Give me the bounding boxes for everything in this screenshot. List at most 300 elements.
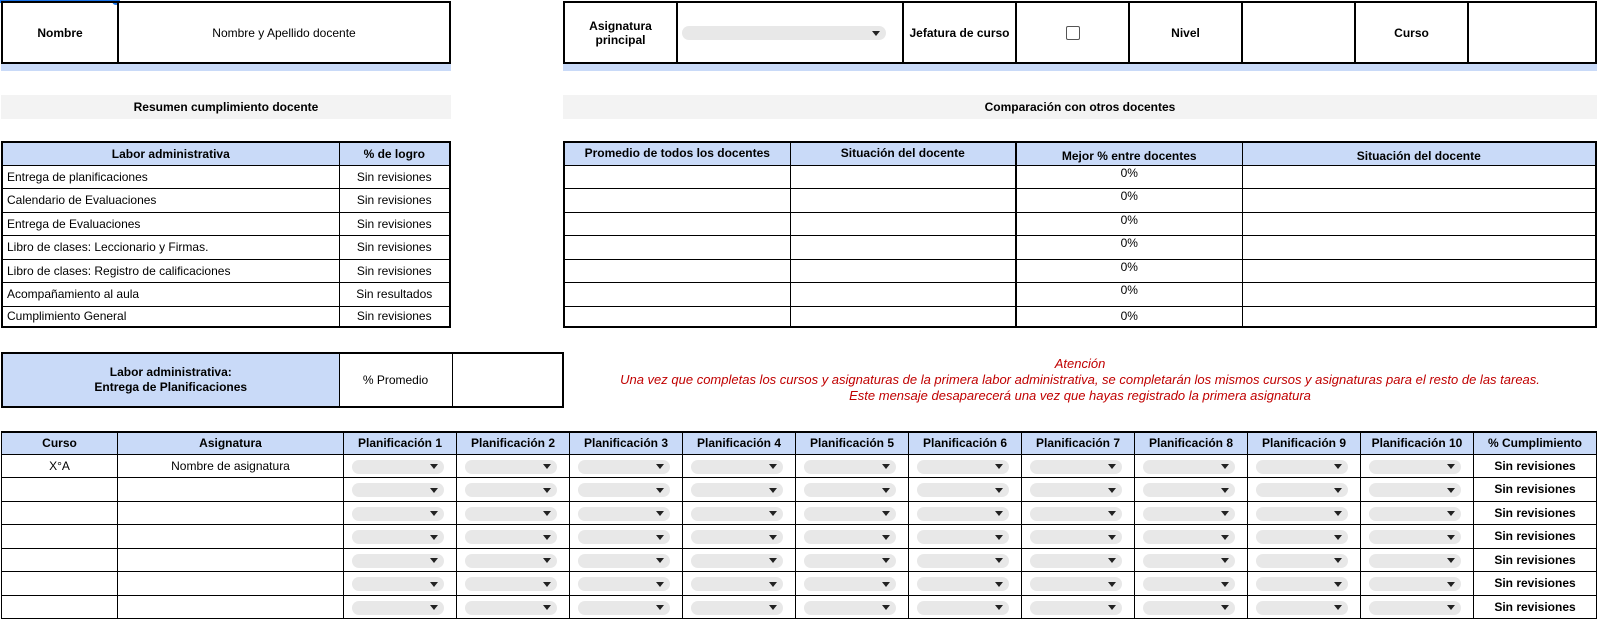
table-row (2, 259, 450, 283)
planificacion-dropdown[interactable] (352, 507, 444, 521)
resumen-col-labor: Labor administrativa (2, 142, 339, 165)
planificacion-dropdown[interactable] (465, 460, 557, 474)
resumen-title: Resumen cumplimiento docente (1, 95, 451, 119)
planificacion-dropdown[interactable] (691, 507, 783, 521)
table-row (564, 212, 1596, 236)
chevron-down-icon (995, 511, 1003, 516)
col-planificacion-2: Planificación 2 (457, 432, 570, 454)
chevron-down-icon (1221, 464, 1229, 469)
planificacion-cell[interactable] (683, 525, 796, 549)
table-row (2, 572, 1597, 596)
planificacion-dropdown[interactable] (1256, 460, 1348, 474)
chevron-down-icon (1108, 535, 1116, 540)
planificacion-cell[interactable] (1022, 525, 1135, 549)
planificacion-cell[interactable] (570, 572, 683, 596)
col-planificacion-8: Planificación 8 (1135, 432, 1248, 454)
chevron-down-icon (1221, 535, 1229, 540)
planificacion-cell[interactable] (683, 572, 796, 596)
chevron-down-icon (1221, 582, 1229, 587)
chevron-down-icon (430, 535, 438, 540)
asignatura-band (563, 64, 1597, 71)
table-row (2, 478, 1597, 502)
planificacion-dropdown[interactable] (691, 483, 783, 497)
mejor-percent: 0% (1016, 259, 1242, 283)
planificacion-dropdown[interactable] (691, 460, 783, 474)
comparacion-table (563, 141, 1597, 328)
curso-cell[interactable] (2, 501, 118, 525)
chevron-down-icon (1334, 464, 1342, 469)
asignatura-cell[interactable] (118, 595, 344, 619)
warning-title: Atención (1054, 356, 1106, 371)
asignatura-cell[interactable] (118, 572, 344, 596)
mejor-percent: 0% (1016, 236, 1242, 260)
planificacion-cell[interactable] (344, 548, 457, 572)
planificacion-dropdown[interactable] (1256, 577, 1348, 591)
planificacion-cell[interactable] (683, 595, 796, 619)
nombre-table (1, 1, 451, 64)
chevron-down-icon (882, 511, 890, 516)
col-planificacion-1: Planificación 1 (344, 432, 457, 454)
curso-label: Curso (1355, 2, 1468, 63)
planificacion-cell[interactable] (1022, 501, 1135, 525)
planificacion-dropdown[interactable] (1256, 530, 1348, 544)
chevron-down-icon (543, 464, 551, 469)
chevron-down-icon (543, 488, 551, 493)
planificacion-cell[interactable] (1135, 478, 1248, 502)
comparacion-col-mejor: Mejor % entre docentes (1016, 142, 1242, 165)
table-row (2, 189, 450, 213)
planificacion-dropdown[interactable] (1256, 554, 1348, 568)
jefatura-checkbox[interactable] (1066, 26, 1080, 40)
planificacion-dropdown[interactable] (352, 577, 444, 591)
planificacion-dropdown[interactable] (352, 460, 444, 474)
planificacion-cell[interactable] (1135, 595, 1248, 619)
chevron-down-icon (1108, 582, 1116, 587)
labor-planificaciones-table (1, 352, 564, 408)
chevron-down-icon (430, 558, 438, 563)
table-row (2, 165, 450, 189)
resumen-row-label: Acompañamiento al aula (2, 283, 339, 307)
planificacion-cell[interactable] (1361, 548, 1474, 572)
planificacion-dropdown[interactable] (691, 577, 783, 591)
curso-cell[interactable]: X°A (2, 454, 118, 478)
planificacion-cell[interactable] (683, 548, 796, 572)
planificacion-cell[interactable] (909, 572, 1022, 596)
planificacion-cell[interactable] (570, 525, 683, 549)
planificacion-cell[interactable] (909, 501, 1022, 525)
col-planificacion-3: Planificación 3 (570, 432, 683, 454)
labor-title-line2: Entrega de Planificaciones (94, 380, 248, 394)
planificacion-cell[interactable] (344, 595, 457, 619)
planificacion-cell[interactable] (683, 501, 796, 525)
table-row (2, 236, 450, 260)
cumplimiento-status: Sin revisiones (1474, 501, 1597, 525)
planificacion-cell[interactable] (1248, 478, 1361, 502)
planificacion-cell[interactable] (1361, 572, 1474, 596)
chevron-down-icon (882, 558, 890, 563)
table-row (2, 548, 1597, 572)
chevron-down-icon (656, 464, 664, 469)
chevron-down-icon (656, 511, 664, 516)
planificacion-dropdown[interactable] (804, 507, 896, 521)
planificacion-dropdown[interactable] (1369, 483, 1461, 497)
mejor-percent: 0% (1016, 165, 1242, 189)
table-row (564, 189, 1596, 213)
col-cumplimiento: % Cumplimiento (1474, 432, 1597, 454)
labor-title-line1: Labor administrativa: (109, 365, 232, 379)
asignatura-cell[interactable] (118, 478, 344, 502)
planificacion-dropdown[interactable] (804, 577, 896, 591)
chevron-down-icon (1108, 488, 1116, 493)
comparacion-title: Comparación con otros docentes (563, 95, 1597, 119)
planificacion-dropdown[interactable] (1256, 483, 1348, 497)
comparacion-col-promedio: Promedio de todos los docentes (564, 142, 790, 165)
chevron-down-icon (769, 582, 777, 587)
chevron-down-icon (1447, 582, 1455, 587)
chevron-down-icon (1221, 488, 1229, 493)
curso-cell[interactable] (2, 478, 118, 502)
planificacion-dropdown[interactable] (917, 554, 1009, 568)
comparacion-col-situacion-1: Situación del docente (790, 142, 1016, 165)
asignatura-table (563, 1, 1597, 64)
planificacion-cell[interactable] (683, 454, 796, 478)
chevron-down-icon (1447, 511, 1455, 516)
planificacion-cell[interactable] (457, 548, 570, 572)
planificacion-dropdown[interactable] (465, 577, 557, 591)
planificacion-dropdown[interactable] (578, 530, 670, 544)
chevron-down-icon (430, 582, 438, 587)
chevron-down-icon (430, 511, 438, 516)
planificacion-dropdown[interactable] (917, 483, 1009, 497)
chevron-down-icon (656, 535, 664, 540)
chevron-down-icon (430, 488, 438, 493)
planificacion-cell[interactable] (1135, 454, 1248, 478)
planificacion-dropdown[interactable] (691, 554, 783, 568)
cumplimiento-status: Sin revisiones (1474, 525, 1597, 549)
jefatura-checkbox-cell[interactable] (1016, 2, 1129, 63)
planificacion-cell[interactable] (344, 525, 457, 549)
resumen-row-label: Entrega de planificaciones (2, 165, 339, 189)
comparacion-col-situacion-2: Situación del docente (1242, 142, 1596, 165)
planificacion-dropdown[interactable] (1143, 483, 1235, 497)
resumen-row-label: Libro de clases: Registro de calificaciones (2, 259, 339, 283)
planificacion-dropdown[interactable] (352, 483, 444, 497)
planificacion-cell[interactable] (1248, 454, 1361, 478)
nombre-label: Nombre (2, 2, 118, 63)
resumen-row-value: Sin revisiones (339, 236, 450, 260)
chevron-down-icon (769, 464, 777, 469)
resumen-row-value: Sin revisiones (339, 165, 450, 189)
planificacion-dropdown[interactable] (1256, 507, 1348, 521)
table-row (564, 283, 1596, 307)
planificacion-cell[interactable] (457, 501, 570, 525)
resumen-row-value: Sin revisiones (339, 259, 450, 283)
planificacion-cell[interactable] (796, 454, 909, 478)
planificacion-cell[interactable] (1135, 548, 1248, 572)
planificacion-cell[interactable] (1361, 595, 1474, 619)
chevron-down-icon (1447, 558, 1455, 563)
resumen-row-label: Entrega de Evaluaciones (2, 212, 339, 236)
chevron-down-icon (1447, 488, 1455, 493)
planificacion-dropdown[interactable] (1143, 460, 1235, 474)
planificacion-cell[interactable] (344, 572, 457, 596)
resumen-row-label: Libro de clases: Leccionario y Firmas. (2, 236, 339, 260)
planificacion-cell[interactable] (1022, 548, 1135, 572)
col-planificacion-7: Planificación 7 (1022, 432, 1135, 454)
chevron-down-icon (656, 582, 664, 587)
planificacion-cell[interactable] (796, 595, 909, 619)
chevron-down-icon (1108, 511, 1116, 516)
planificacion-cell[interactable] (909, 595, 1022, 619)
planificacion-cell[interactable] (1361, 454, 1474, 478)
warning-line-2: Este mensaje desaparecerá una vez que hayas registrado la primera asignatura (849, 388, 1311, 403)
planificacion-dropdown[interactable] (1369, 460, 1461, 474)
cumplimiento-status: Sin revisiones (1474, 548, 1597, 572)
planificacion-dropdown[interactable] (1143, 577, 1235, 591)
chevron-down-icon (1334, 488, 1342, 493)
planificacion-cell[interactable] (1135, 572, 1248, 596)
planificacion-cell[interactable] (344, 478, 457, 502)
planificacion-dropdown[interactable] (578, 577, 670, 591)
chevron-down-icon (543, 511, 551, 516)
planificacion-dropdown[interactable] (804, 530, 896, 544)
planificacion-cell[interactable] (457, 572, 570, 596)
planificacion-cell[interactable] (1022, 595, 1135, 619)
chevron-down-icon (882, 535, 890, 540)
chevron-down-icon (1221, 558, 1229, 563)
asignatura-select-cell[interactable] (677, 2, 903, 63)
resumen-row-value: Sin revisiones (339, 306, 450, 327)
planificacion-cell[interactable] (1248, 525, 1361, 549)
planificaciones-table (1, 431, 1597, 619)
planificacion-cell[interactable] (570, 478, 683, 502)
planificacion-cell[interactable] (570, 548, 683, 572)
planificacion-dropdown[interactable] (804, 554, 896, 568)
asignatura-label: Asignatura principal (564, 2, 677, 63)
planificacion-cell[interactable] (1248, 595, 1361, 619)
planificacion-cell[interactable] (1248, 501, 1361, 525)
planificacion-dropdown[interactable] (465, 507, 557, 521)
planificacion-cell[interactable] (570, 595, 683, 619)
nivel-value[interactable] (1242, 2, 1355, 63)
nivel-label: Nivel (1129, 2, 1242, 63)
planificacion-cell[interactable] (1135, 525, 1248, 549)
chevron-down-icon (995, 535, 1003, 540)
planificacion-cell[interactable] (1361, 478, 1474, 502)
planificacion-dropdown[interactable] (1369, 530, 1461, 544)
chevron-down-icon (543, 582, 551, 587)
planificacion-cell[interactable] (344, 454, 457, 478)
col-planificacion-5: Planificación 5 (796, 432, 909, 454)
cumplimiento-status: Sin revisiones (1474, 454, 1597, 478)
chevron-down-icon (1334, 511, 1342, 516)
chevron-down-icon (1334, 558, 1342, 563)
mejor-percent: 0% (1016, 283, 1242, 307)
planificacion-cell[interactable] (909, 548, 1022, 572)
table-row (564, 236, 1596, 260)
table-row (564, 306, 1596, 327)
chevron-down-icon (1108, 464, 1116, 469)
planificacion-cell[interactable] (1361, 525, 1474, 549)
resumen-table (1, 141, 451, 328)
chevron-down-icon (1447, 535, 1455, 540)
planificacion-dropdown[interactable] (804, 483, 896, 497)
nombre-band (1, 64, 451, 71)
warning-message (570, 356, 1590, 406)
mejor-percent: 0% (1016, 212, 1242, 236)
resumen-row-value: Sin resultados (339, 283, 450, 307)
chevron-down-icon (882, 488, 890, 493)
curso-cell[interactable] (2, 548, 118, 572)
table-row (2, 283, 450, 307)
planificacion-dropdown[interactable] (1030, 483, 1122, 497)
planificacion-dropdown[interactable] (1030, 577, 1122, 591)
resumen-col-logro: % de logro (339, 142, 450, 165)
asignatura-cell[interactable] (118, 525, 344, 549)
chevron-down-icon (656, 488, 664, 493)
col-planificacion-6: Planificación 6 (909, 432, 1022, 454)
chevron-down-icon (543, 558, 551, 563)
planificacion-cell[interactable] (1135, 501, 1248, 525)
planificacion-dropdown[interactable] (1030, 507, 1122, 521)
table-row (2, 501, 1597, 525)
planificacion-cell[interactable] (796, 525, 909, 549)
planificacion-dropdown[interactable] (1143, 507, 1235, 521)
planificacion-cell[interactable] (1022, 572, 1135, 596)
planificacion-dropdown[interactable] (1143, 530, 1235, 544)
col-planificacion-9: Planificación 9 (1248, 432, 1361, 454)
chevron-down-icon (1221, 511, 1229, 516)
chevron-down-icon (995, 558, 1003, 563)
planificacion-cell[interactable] (1022, 454, 1135, 478)
planificacion-dropdown[interactable] (578, 483, 670, 497)
mejor-percent: 0% (1016, 306, 1242, 327)
planificacion-dropdown[interactable] (1030, 530, 1122, 544)
planificacion-cell[interactable] (796, 501, 909, 525)
planificacion-dropdown[interactable] (917, 530, 1009, 544)
resumen-row-value: Sin revisiones (339, 212, 450, 236)
chevron-down-icon (1447, 464, 1455, 469)
table-row (2, 525, 1597, 549)
curso-cell[interactable] (2, 595, 118, 619)
cumplimiento-status: Sin revisiones (1474, 572, 1597, 596)
chevron-down-icon (430, 464, 438, 469)
table-row (564, 259, 1596, 283)
planificacion-dropdown[interactable] (578, 507, 670, 521)
chevron-down-icon (995, 488, 1003, 493)
chevron-down-icon (882, 582, 890, 587)
planificacion-cell[interactable] (1248, 548, 1361, 572)
chevron-down-icon (769, 511, 777, 516)
chevron-down-icon (769, 558, 777, 563)
asignatura-cell[interactable] (118, 548, 344, 572)
chevron-down-icon (769, 535, 777, 540)
planificacion-dropdown[interactable] (917, 460, 1009, 474)
table-row (2, 595, 1597, 619)
table-row (2, 212, 450, 236)
planificacion-cell[interactable] (796, 548, 909, 572)
planificacion-dropdown[interactable] (352, 554, 444, 568)
planificacion-cell[interactable] (457, 595, 570, 619)
planificacion-cell[interactable] (344, 501, 457, 525)
cumplimiento-status: Sin revisiones (1474, 478, 1597, 502)
planificacion-cell[interactable] (796, 478, 909, 502)
col-asignatura: Asignatura (118, 432, 344, 454)
planificacion-dropdown[interactable] (465, 530, 557, 544)
chevron-down-icon (882, 464, 890, 469)
chevron-down-icon (656, 558, 664, 563)
planificacion-dropdown[interactable] (1369, 554, 1461, 568)
planificacion-cell[interactable] (1022, 478, 1135, 502)
planificacion-cell[interactable] (1361, 501, 1474, 525)
resumen-row-value: Sin revisiones (339, 189, 450, 213)
labor-title (2, 353, 339, 407)
planificacion-cell[interactable] (796, 572, 909, 596)
asignatura-dropdown[interactable] (682, 26, 886, 40)
resumen-row-label: Calendario de Evaluaciones (2, 189, 339, 213)
promedio-label: % Promedio (339, 353, 452, 407)
mejor-percent: 0% (1016, 189, 1242, 213)
planificacion-dropdown[interactable] (1369, 577, 1461, 591)
curso-cell[interactable] (2, 525, 118, 549)
planificacion-dropdown[interactable] (1030, 460, 1122, 474)
planificacion-dropdown[interactable] (691, 530, 783, 544)
curso-value[interactable] (1468, 2, 1596, 63)
chevron-down-icon (1334, 535, 1342, 540)
table-row (564, 165, 1596, 189)
chevron-down-icon (872, 31, 880, 36)
planificacion-dropdown[interactable] (465, 483, 557, 497)
planificacion-cell[interactable] (909, 525, 1022, 549)
planificacion-cell[interactable] (457, 454, 570, 478)
planificacion-cell[interactable] (909, 454, 1022, 478)
asignatura-cell[interactable]: Nombre de asignatura (118, 454, 344, 478)
planificacion-dropdown[interactable] (578, 460, 670, 474)
chevron-down-icon (1108, 558, 1116, 563)
planificacion-dropdown[interactable] (352, 530, 444, 544)
table-row (2, 306, 450, 327)
planificacion-dropdown[interactable] (578, 554, 670, 568)
planificacion-dropdown[interactable] (465, 554, 557, 568)
planificacion-dropdown[interactable] (917, 577, 1009, 591)
resumen-row-label: Cumplimiento General (2, 306, 339, 327)
planificacion-dropdown[interactable] (917, 507, 1009, 521)
planificacion-cell[interactable] (683, 478, 796, 502)
planificacion-dropdown[interactable] (804, 460, 896, 474)
planificacion-cell[interactable] (570, 454, 683, 478)
planificacion-dropdown[interactable] (1030, 554, 1122, 568)
planificacion-cell[interactable] (570, 501, 683, 525)
asignatura-cell[interactable] (118, 501, 344, 525)
jefatura-label: Jefatura de curso (903, 2, 1016, 63)
chevron-down-icon (995, 582, 1003, 587)
col-planificacion-10: Planificación 10 (1361, 432, 1474, 454)
planificacion-dropdown[interactable] (1143, 554, 1235, 568)
planificacion-dropdown[interactable] (1369, 507, 1461, 521)
planificacion-cell[interactable] (1248, 572, 1361, 596)
col-curso: Curso (2, 432, 118, 454)
planificacion-cell[interactable] (457, 525, 570, 549)
chevron-down-icon (769, 488, 777, 493)
chevron-down-icon (543, 535, 551, 540)
planificacion-cell[interactable] (457, 478, 570, 502)
curso-cell[interactable] (2, 572, 118, 596)
chevron-down-icon (1334, 582, 1342, 587)
warning-line-1: Una vez que completas los cursos y asignaturas de la primera labor administrativa, se completarán los mismos cursos y asignaturas para el resto de las tareas. (620, 372, 1540, 387)
planificacion-cell[interactable] (909, 478, 1022, 502)
table-row (2, 454, 1597, 478)
nombre-value[interactable]: Nombre y Apellido docente (118, 2, 450, 63)
